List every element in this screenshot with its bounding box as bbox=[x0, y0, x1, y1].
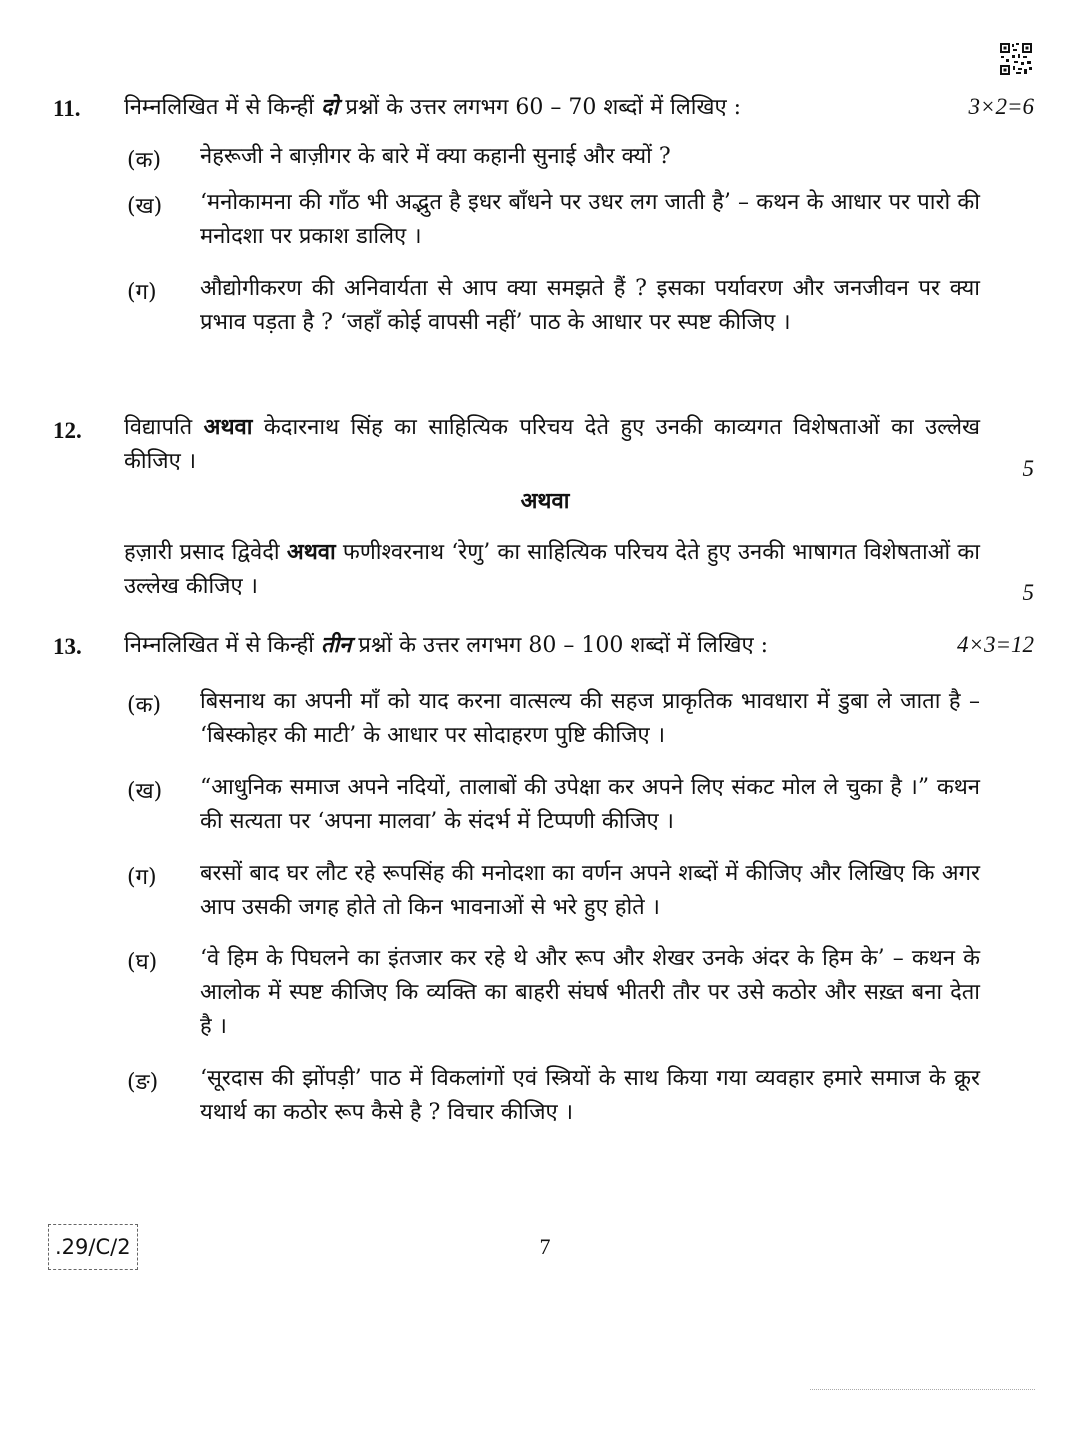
option-label: (ख) bbox=[127, 194, 163, 219]
qr-code-icon bbox=[999, 42, 1033, 76]
question-11-option-ka: नेहरूजी ने बाज़ीगर के बारे में क्या कहानी सुनाई और क्यों ? bbox=[200, 144, 671, 169]
paper-code: .29/C/2 bbox=[48, 1224, 138, 1270]
question-12-part-b: हज़ारी प्रसाद द्विवेदी अथवा फणीश्वरनाथ ‘रेणु’ का साहित्यिक परिचय देते हुए उनकी भाषागत विशेषताओं का उल्लेख कीजिए । bbox=[124, 539, 980, 599]
question-13-option-kha: “आधुनिक समाज अपने नदियों, तालाबों की उपेक्षा कर अपने लिए संकट मोल ले चुका है ।” कथन की सत्यता पर ‘अपना मालवा’ के संदर्भ में टिप्पणी कीजिए । bbox=[200, 775, 980, 834]
question-13-option-ka: बिसनाथ का अपनी माँ को याद करना वात्सल्य की सहज प्राकृतिक भावधारा में डुबा ले जाता है – ‘बिस्कोहर की माटी’ के आधार पर सोदाहरण पुष्टि कीजिए । bbox=[200, 689, 980, 748]
question-12-part-a: विद्यापति अथवा केदारनाथ सिंह का साहित्यिक परिचय देते हुए उनकी काव्यगत विशेषताओं का उल्लेख कीजिए । bbox=[124, 414, 980, 474]
option-label: (ङ) bbox=[127, 1070, 159, 1095]
option-label: (क) bbox=[127, 148, 162, 173]
question-13-stem: निम्नलिखित में से किन्हीं तीन प्रश्नों के उत्तर लगभग 80 – 100 शब्दों में लिखिए : bbox=[124, 632, 769, 658]
question-11-stem: निम्नलिखित में से किन्हीं दो प्रश्नों के उत्तर लगभग 60 – 70 शब्दों में लिखिए : bbox=[124, 94, 742, 120]
question-11-option-ga: औद्योगीकरण की अनिवार्यता से आप क्या समझते हैं ? इसका पर्यावरण और जनजीवन पर क्या प्रभाव पड़ता है ? ‘जहाँ कोई वापसी नहीं’ पाठ के आधार पर स्पष्ट कीजिए । bbox=[200, 276, 980, 335]
option-label: (क) bbox=[127, 693, 162, 718]
footer-watermark-line bbox=[810, 1389, 1035, 1393]
option-label: (घ) bbox=[127, 950, 158, 975]
question-12-part-a-marks: 5 bbox=[1022, 456, 1034, 481]
option-label: (ग) bbox=[127, 280, 157, 305]
question-11-marks: 3×2=6 bbox=[968, 94, 1034, 119]
page-number: 7 bbox=[539, 1234, 551, 1259]
or-separator: अथवा bbox=[520, 488, 570, 514]
question-12-part-b-marks: 5 bbox=[1022, 580, 1034, 605]
option-label: (ग) bbox=[127, 865, 157, 890]
question-13-option-gha: ‘वे हिम के पिघलने का इंतजार कर रहे थे और रूप और शेखर उनके अंदर के हिम के’ – कथन के आलोक में स्पष्ट कीजिए कि व्यक्ति का बाहरी संघर्ष भीतरी तौर पर उसे कठोर और सख़्त बना देता है । bbox=[200, 946, 981, 1039]
question-13-option-nga: ‘सूरदास की झोंपड़ी’ पाठ में विकलांगों एवं स्त्रियों के साथ किया गया व्यवहार हमारे समाज के क्रूर यथार्थ का कठोर रूप कैसे है ? विचार कीजिए । bbox=[200, 1066, 980, 1125]
question-13-option-ga: बरसों बाद घर लौट रहे रूपसिंह की मनोदशा का वर्णन अपने शब्दों में कीजिए और लिखिए कि अगर आप उसकी जगह होते तो किन भावनाओं से भरे हुए होते । bbox=[200, 861, 980, 920]
question-number-11: 11. bbox=[53, 96, 81, 121]
question-11-option-kha: ‘मनोकामना की गाँठ भी अद्भुत है इधर बाँधने पर उधर लग जाती है’ – कथन के आधार पर पारो की मनोदशा पर प्रकाश डालिए । bbox=[200, 190, 980, 249]
option-label: (ख) bbox=[127, 779, 163, 804]
question-number-12: 12. bbox=[53, 418, 82, 443]
question-13-marks: 4×3=12 bbox=[956, 632, 1034, 657]
question-number-13: 13. bbox=[53, 634, 82, 659]
